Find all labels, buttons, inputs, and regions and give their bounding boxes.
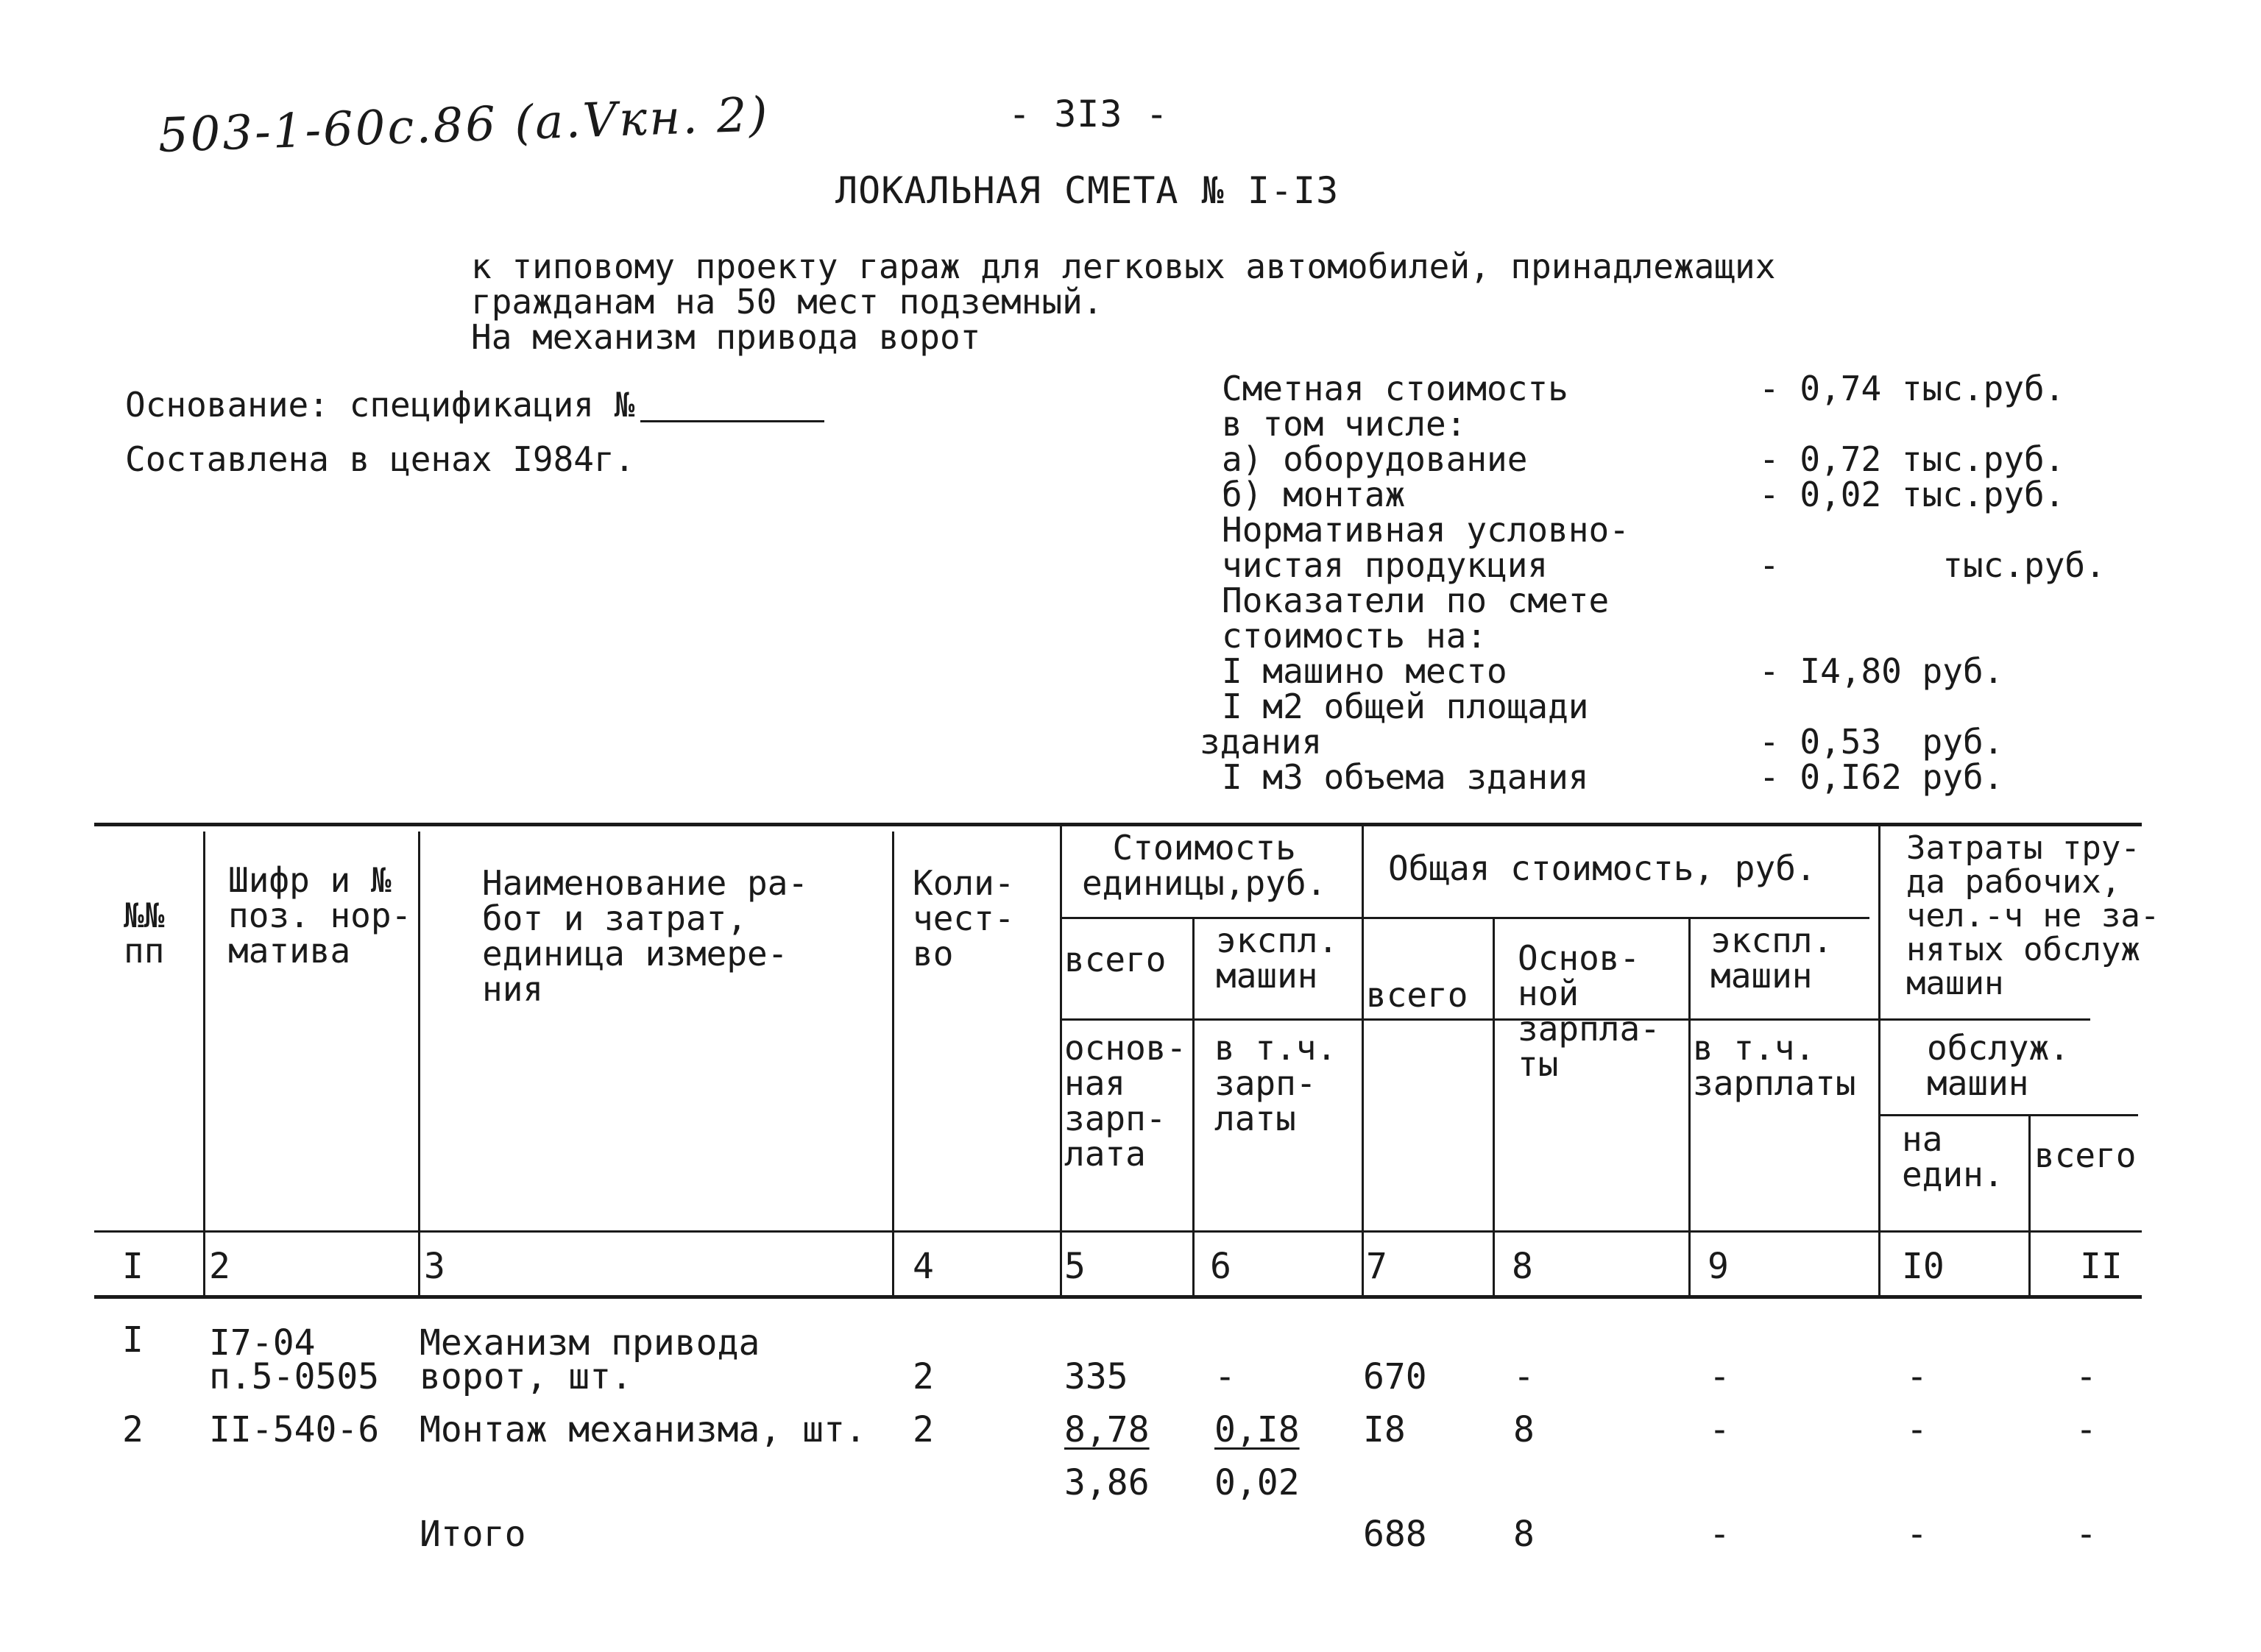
page-number: - 3I3 - (1008, 93, 1169, 135)
column-divider (1878, 824, 1880, 1297)
total-machines: - (1709, 1514, 1730, 1555)
header-labor-per-unit: на един. (1902, 1119, 2004, 1194)
row1-labor-per-unit: - (1906, 1356, 1928, 1397)
header-unit-base-salary: основ- ная зарп- лата (1064, 1028, 1187, 1174)
row1-total-all: 670 (1363, 1356, 1427, 1397)
header-unit-total: всего (1064, 940, 1167, 979)
header-labor-total: всего (2034, 1135, 2137, 1175)
summary-label: I м2 общей площади (1222, 687, 1589, 726)
header-total-cost: Общая стоимость, руб. (1388, 848, 1816, 888)
header-unit-cost: Стоимость единицы,руб. (1082, 828, 1327, 903)
column-number: 6 (1210, 1246, 1231, 1287)
summary-value: - 0,72 тыс.руб. (1759, 439, 2065, 479)
column-number: 3 (424, 1246, 445, 1287)
row2-unit-total: 8,78 (1064, 1409, 1150, 1450)
summary-value: - 0,I62 руб. (1759, 757, 2004, 797)
summary-label: Нормативная условно- (1222, 510, 1630, 550)
column-number: 9 (1708, 1246, 1729, 1287)
subtitle-line-2: гражданам на 50 мест подземный. (471, 282, 1103, 322)
page-title: ЛОКАЛЬНАЯ СМЕТА № I-I3 (835, 169, 1340, 212)
column-divider (418, 832, 420, 1297)
row1-total-base-salary: - (1513, 1356, 1535, 1397)
column-divider (1688, 918, 1691, 1297)
column-number: 2 (209, 1246, 230, 1287)
row2-labor-total: - (2076, 1409, 2097, 1450)
row2-total-all: I8 (1363, 1409, 1406, 1450)
header-code: Шифр и № поз. нор- матива (228, 860, 412, 971)
row1-code-line1: I7-04 (209, 1322, 316, 1364)
column-divider (1060, 824, 1062, 1297)
header-labor: Затраты тру- да рабочих, чел.-ч не за- нятых обслуж машин (1906, 829, 2160, 1002)
row1-name-line1: Механизм привода (420, 1322, 760, 1364)
specification-blank (640, 391, 824, 422)
row1-labor-total: - (2076, 1356, 2097, 1397)
column-numbers-rule (94, 1295, 2142, 1299)
summary-value: - 0,53 руб. (1759, 722, 2004, 762)
header-rule (1880, 1114, 2138, 1116)
header-total-machines: экспл. машин (1710, 921, 1833, 996)
price-basis: Составлена в ценах I984г. (125, 439, 635, 479)
column-number: 4 (913, 1246, 934, 1287)
summary-value: - I4,80 руб. (1759, 651, 2004, 691)
row2-unit-incl-salary: 0,02 (1214, 1462, 1300, 1503)
column-divider (1192, 918, 1195, 1297)
header-rule (1060, 917, 1869, 919)
header-total-all: всего (1366, 975, 1468, 1015)
column-number: 5 (1064, 1246, 1086, 1287)
column-number: 8 (1512, 1246, 1533, 1287)
summary-label: чистая продукция (1222, 545, 1549, 585)
summary-label: Сметная стоимость (1222, 369, 1568, 408)
row2-total-machines: - (1709, 1409, 1730, 1450)
row2-name: Монтаж механизма, шт. (420, 1409, 866, 1450)
column-divider (1493, 918, 1495, 1297)
subtitle-line-1: к типовому проекту гараж для легковых автомобилей, принадлежащих (471, 247, 1776, 286)
summary-label: I м3 объема здания (1222, 757, 1589, 797)
column-divider (1362, 824, 1364, 1297)
row2-unit-machines: 0,I8 (1214, 1409, 1300, 1450)
header-num: №№ пп (124, 896, 165, 971)
row2-labor-per-unit: - (1906, 1409, 1928, 1450)
row1-qty: 2 (913, 1356, 934, 1397)
summary-label: б) монтаж (1222, 475, 1406, 514)
column-number: 7 (1366, 1246, 1387, 1287)
total-label: Итого (420, 1514, 526, 1555)
row1-name-line2: ворот, шт. (420, 1356, 632, 1397)
row2-total-base-salary: 8 (1513, 1409, 1535, 1450)
row1-unit-machines: - (1214, 1356, 1236, 1397)
summary-label: в том числе: (1222, 404, 1467, 444)
basis-line (125, 385, 824, 425)
row2-qty: 2 (913, 1409, 934, 1450)
header-total-incl-salary: в т.ч. зарплаты (1693, 1028, 1856, 1103)
total-labor-total: - (2076, 1514, 2097, 1555)
header-qty: Коли- чест- во (913, 863, 1015, 974)
summary-label: а) оборудование (1222, 439, 1528, 479)
column-divider (2028, 1116, 2031, 1297)
subtitle-line-3: На механизм привода ворот (471, 317, 981, 357)
summary-label: здания (1200, 722, 1323, 762)
row1-total-machines: - (1709, 1356, 1730, 1397)
summary-label: стоимость на: (1222, 616, 1487, 656)
header-unit-incl-salary: в т.ч. зарп- латы (1214, 1028, 1337, 1138)
column-divider (892, 832, 894, 1297)
column-divider (203, 832, 205, 1297)
summary-value: - 0,02 тыс.руб. (1759, 475, 2065, 514)
row2-unit-base-salary: 3,86 (1064, 1462, 1150, 1503)
header-name: Наименование ра- бот и затрат, единица измере- ния (482, 863, 809, 1009)
column-number: II (2080, 1246, 2123, 1287)
table-top-rule (94, 823, 2142, 826)
row1-unit-total: 335 (1064, 1356, 1128, 1397)
row1-code-line2: п.5-0505 (209, 1356, 380, 1397)
row2-code: II-540-6 (209, 1409, 380, 1450)
summary-label: I машино место (1222, 651, 1507, 691)
column-number: I0 (1902, 1246, 1945, 1287)
row2-num: 2 (122, 1409, 144, 1450)
summary-value: - тыс.руб. (1759, 545, 2106, 585)
header-total-base-salary: Основ- ной зарпла- ты (1518, 938, 1660, 1084)
basis-label: Основание: спецификация № (125, 385, 635, 425)
column-number: I (122, 1246, 144, 1287)
header-labor-machines: обслуж. машин (1927, 1028, 2070, 1103)
total-all: 688 (1363, 1514, 1427, 1555)
total-base-salary: 8 (1513, 1514, 1535, 1555)
header-unit-machines: экспл. машин (1216, 921, 1339, 996)
row1-num: I (122, 1319, 144, 1361)
total-labor-per-unit: - (1906, 1514, 1928, 1555)
header-bottom-rule (94, 1230, 2142, 1233)
handwritten-reference: 503-1-60с.86 (а.Vкн. 2) (157, 88, 771, 163)
summary-value: - 0,74 тыс.руб. (1759, 369, 2065, 408)
summary-label: Показатели по смете (1222, 581, 1610, 620)
